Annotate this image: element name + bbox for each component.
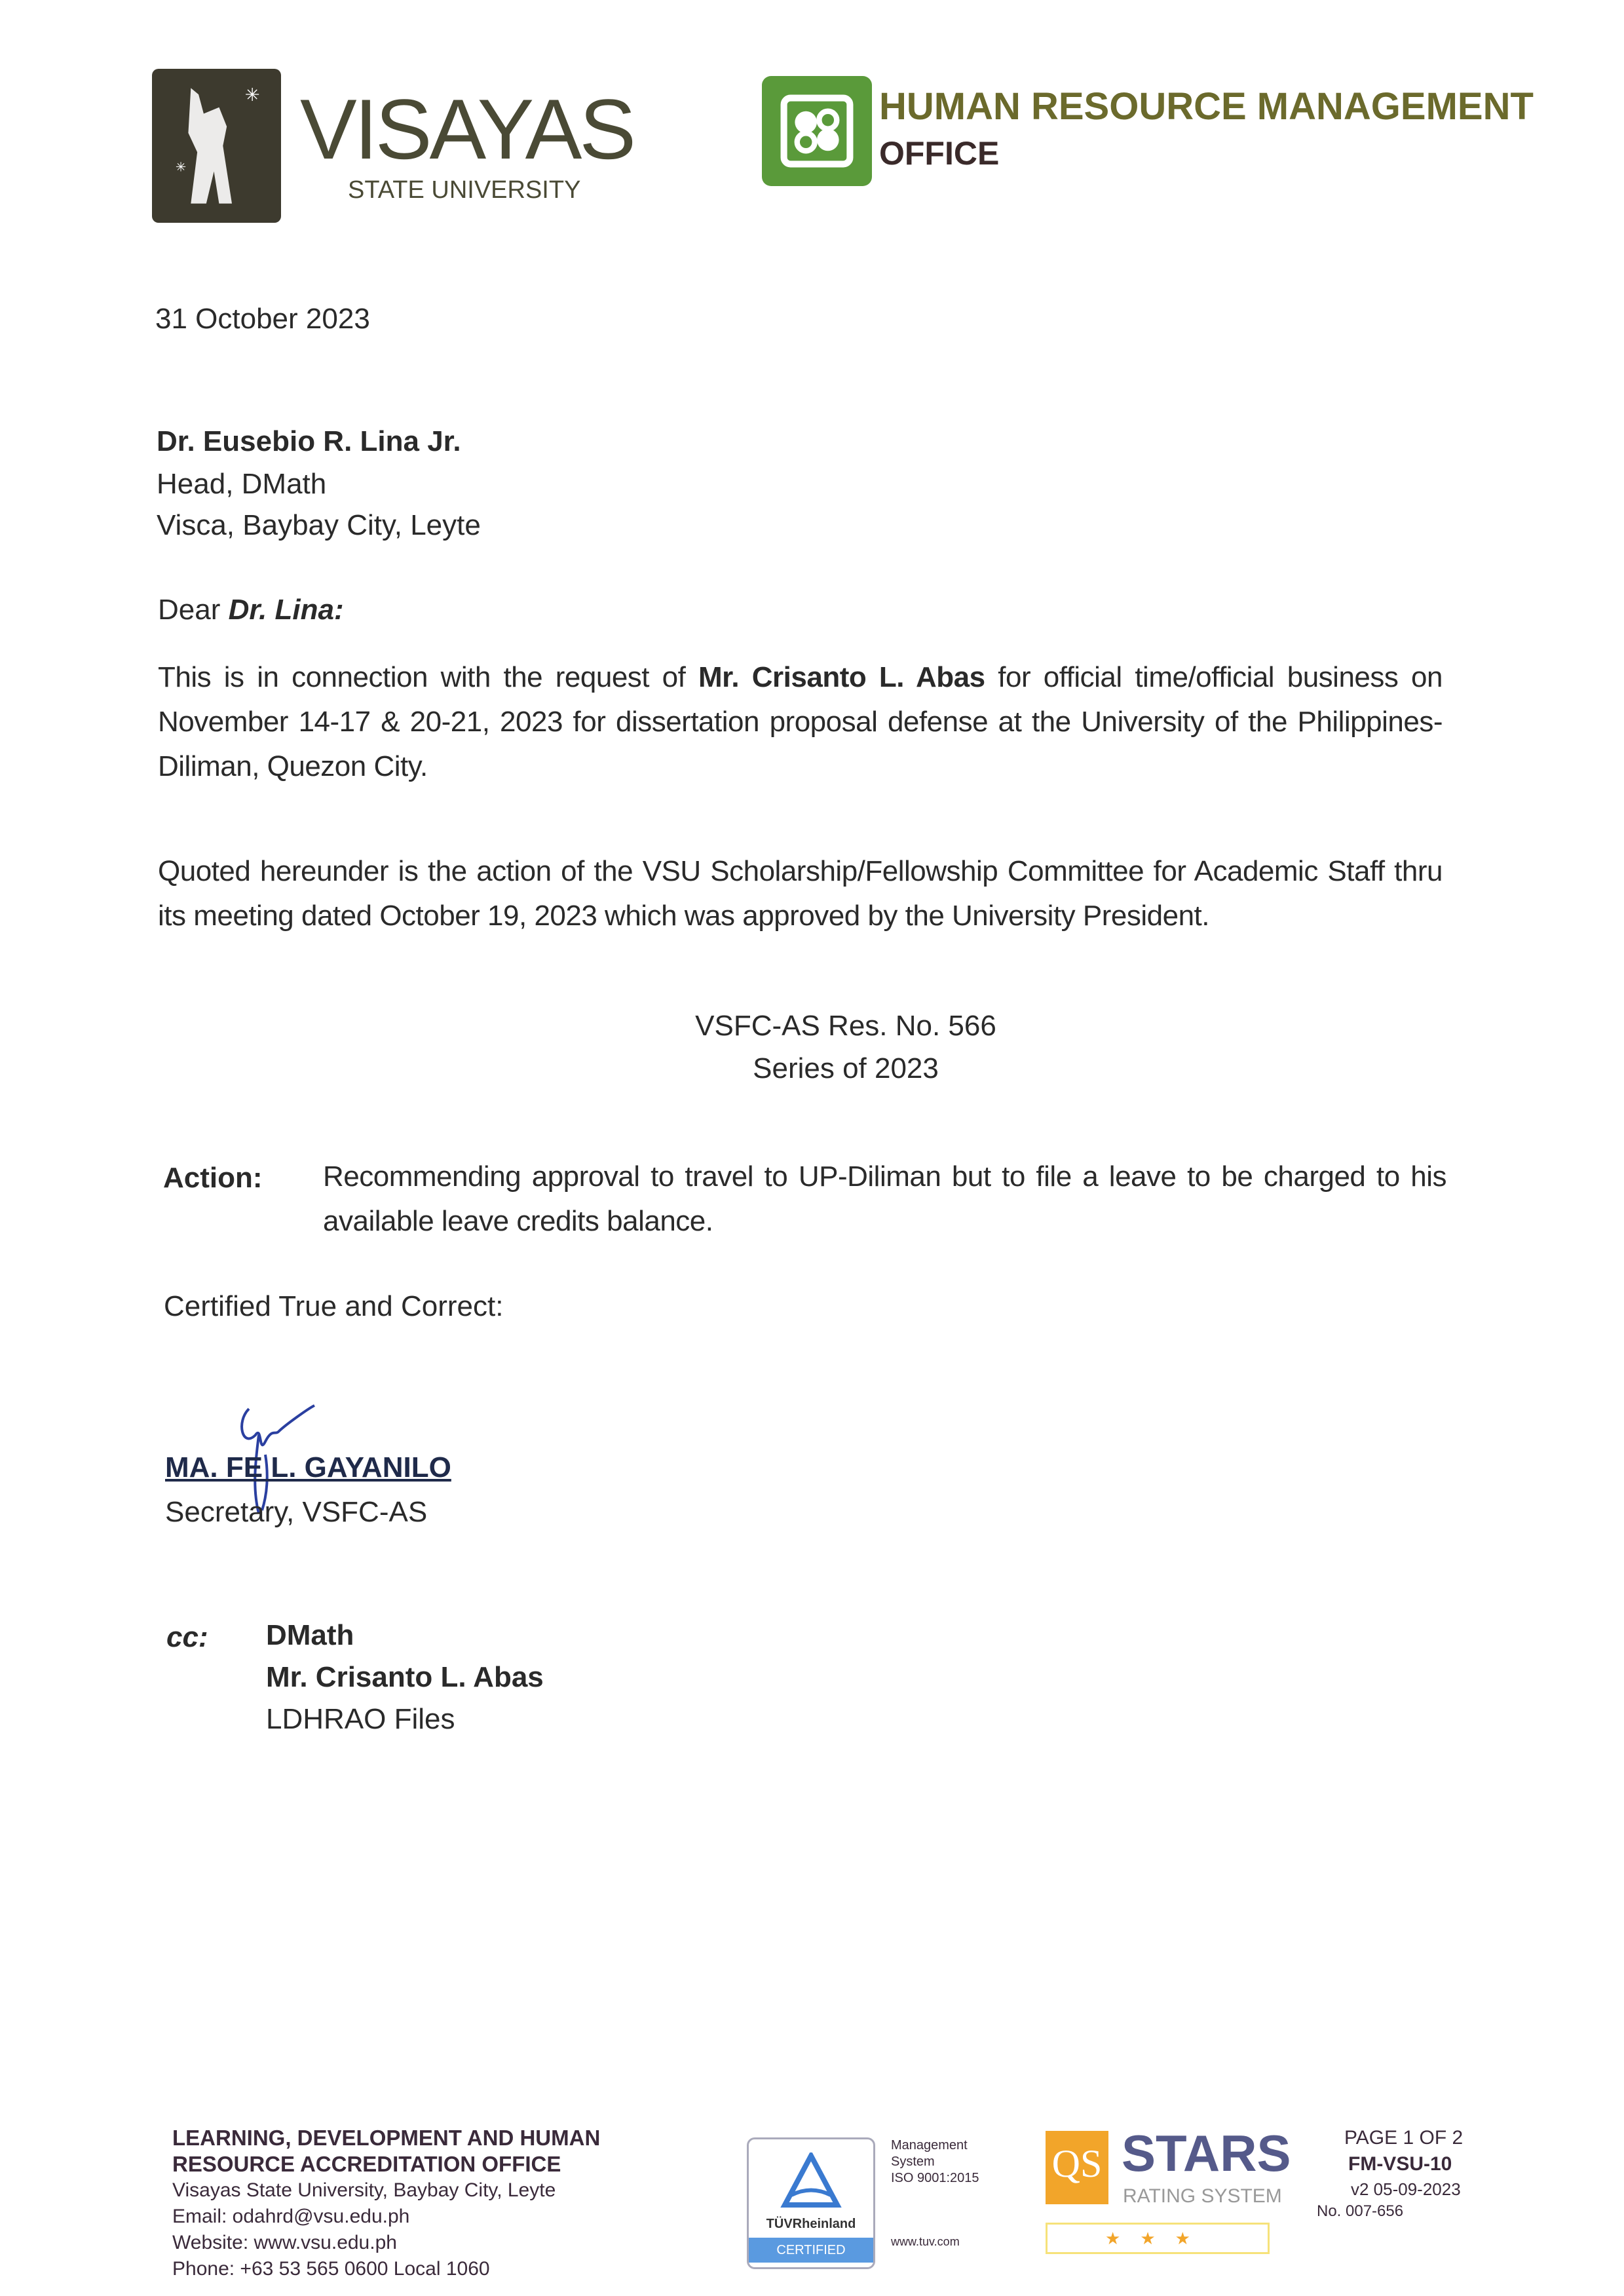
cc-label: cc: [166,1621,208,1653]
office-title: HUMAN RESOURCE MANAGEMENT [879,85,1534,128]
footer-office-line2: RESOURCE ACCREDITATION OFFICE [172,2152,561,2176]
resolution-series: Series of 2023 [753,1052,939,1084]
para1-name: Mr. Crisanto L. Abas [698,661,985,693]
salutation [158,589,344,631]
vsu-logo-icon [152,69,281,223]
tuv-brand: TÜVRheinland [766,2217,856,2231]
para1-text-b: for official time/official business on November 14-17 & 20-21, 2023 for dissertation proposal defense at the University of the Philippines-Diliman, Quezon City. [158,661,1443,782]
footer-email: Email: odahrd@vsu.edu.ph [172,2206,410,2227]
paragraph-request [158,655,1443,789]
signatory-title: Secretary, VSFC-AS [165,1496,428,1528]
page-number: PAGE 1 OF 2 [1344,2127,1463,2149]
university-name: VISAYAS [300,81,634,177]
recipient-name: Dr. Eusebio R. Lina Jr. [157,425,461,457]
hrm-logo-icon [762,76,872,186]
certified-label: Certified True and Correct: [164,1290,504,1322]
university-subtitle: STATE UNIVERSITY [348,176,581,204]
signatory-name: MA. FE L. GAYANILO [165,1451,451,1483]
paragraph-quoted: Quoted hereunder is the action of the VSU Scholarship/Fellowship Committee for Academic Staff thru its meeting dated October 19, 2023 which was approved by the University President. [158,855,1443,932]
form-number: No. 007-656 [1317,2202,1404,2220]
qs-star-rating-icon: ★★★ [1046,2223,1270,2254]
svg-text:✳: ✳ [244,84,260,105]
tuv-url: www.tuv.com [891,2235,960,2248]
form-version: v2 05-09-2023 [1351,2179,1461,2199]
tuv-certified: CERTIFIED [749,2238,873,2263]
office-subtitle: OFFICE [879,135,1000,172]
footer-office-line1: LEARNING, DEVELOPMENT AND HUMAN [172,2126,601,2150]
qs-logo: QS [1046,2131,1108,2204]
cc-item: LDHRAO Files [266,1703,455,1735]
recipient-address: Visca, Baybay City, Leyte [157,509,481,541]
tuv-triangle-icon [778,2152,844,2211]
iso-line2: System [891,2154,935,2169]
qs-rating-system: RATING SYSTEM [1123,2185,1282,2207]
footer-address: Visayas State University, Baybay City, Leyte [172,2179,556,2201]
letter-date: 31 October 2023 [155,303,370,335]
action-text: Recommending approval to travel to UP-Diliman but to file a leave to be charged to his available leave credits balance. [323,1160,1446,1237]
salutation-prefix: Dear [158,594,221,626]
qs-stars-title: STARS [1122,2124,1291,2182]
recipient-position: Head, DMath [157,468,327,500]
tuv-certification-badge [747,2137,875,2269]
para1-text-a: This is in connection with the request of [158,661,686,693]
iso-line3: ISO 9001:2015 [891,2171,979,2185]
footer-website: Website: www.vsu.edu.ph [172,2232,397,2253]
action-label: Action: [163,1162,263,1194]
form-code: FM-VSU-10 [1348,2153,1452,2175]
resolution-number: VSFC-AS Res. No. 566 [695,1010,996,1042]
iso-line1: Management [891,2138,968,2152]
svg-text:✳: ✳ [175,160,187,175]
salutation-name: Dr. Lina: [228,594,344,626]
footer-phone: Phone: +63 53 565 0600 Local 1060 [172,2258,490,2280]
cc-item: DMath [266,1619,354,1651]
cc-item: Mr. Crisanto L. Abas [266,1661,544,1693]
